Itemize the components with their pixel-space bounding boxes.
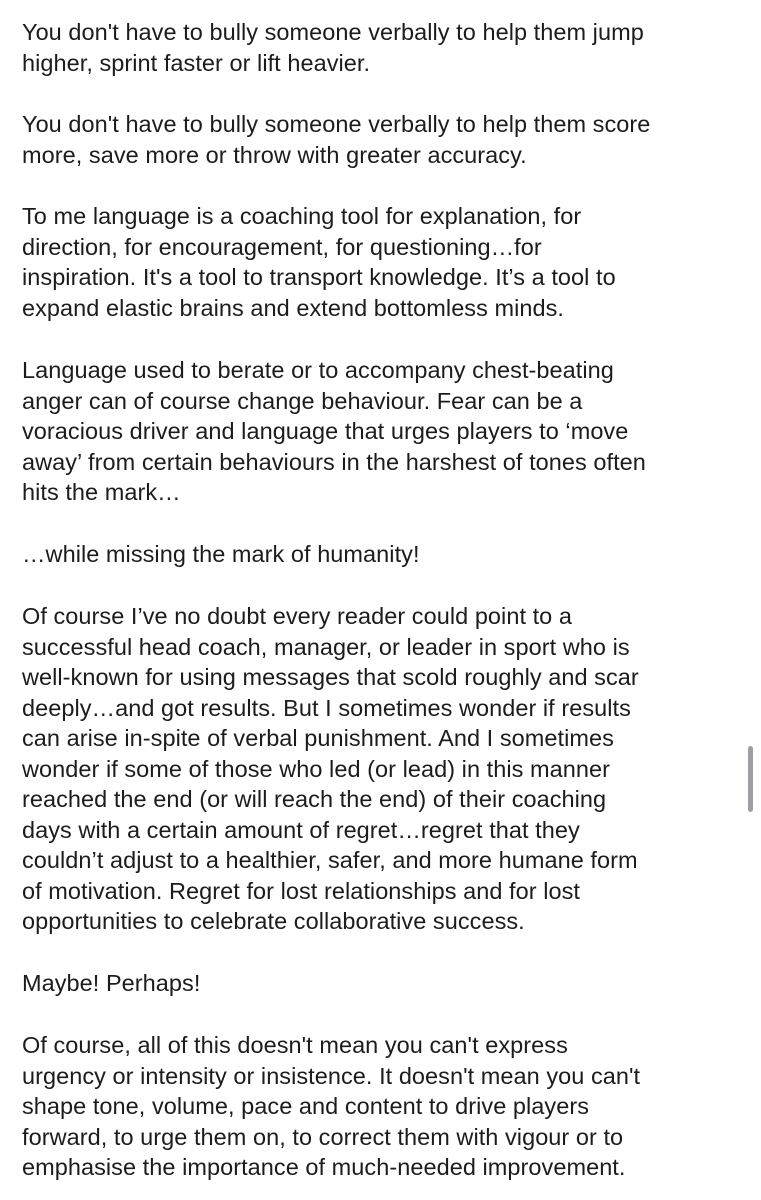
text-line: wonder if some of those who led (or lead) in this manner xyxy=(22,755,610,782)
paragraph-4 xyxy=(22,355,742,508)
text-line: shape tone, volume, pace and content to drive players xyxy=(22,1093,590,1119)
text-line: direction, for encouragement, for questioning…for xyxy=(22,233,542,260)
text-line: reached the end (or will reach the end) of their coaching xyxy=(22,786,607,812)
scroll-indicator[interactable] xyxy=(748,746,753,812)
text-line: …while missing the mark of humanity! xyxy=(22,541,420,567)
text-line: To me language is a coaching tool for explanation, for xyxy=(22,203,582,229)
text-line: opportunities to celebrate collaborative success. xyxy=(22,908,525,934)
text-line: You don't have to bully someone verbally to help them score xyxy=(22,111,651,137)
paragraph-6 xyxy=(22,601,742,937)
text-line: hits the mark… xyxy=(22,479,181,505)
text-line: can arise in-spite of verbal punishment. And I sometimes xyxy=(22,725,614,751)
paragraph-3 xyxy=(22,201,742,323)
text-line: successful head coach, manager, or leader in sport who is xyxy=(22,633,630,660)
text-line: emphasise the importance of much-needed improvement. xyxy=(22,1154,626,1180)
text-line: forward, to urge them on, to correct them with vigour or to xyxy=(22,1123,624,1150)
text-line: Language used to berate or to accompany chest-beating xyxy=(22,357,614,383)
text-line: You don't have to bully someone verbally to help them jump xyxy=(22,19,644,45)
text-line: Maybe! Perhaps! xyxy=(22,970,201,996)
text-line: couldn’t adjust to a healthier, safer, and more humane form xyxy=(22,847,638,873)
text-line: urgency or intensity or insistence. It doesn't mean you can't xyxy=(22,1062,641,1089)
text-line: voracious driver and language that urges players to ‘move xyxy=(22,418,629,444)
text-line: of motivation. Regret for lost relationships and for lost xyxy=(22,877,580,904)
text-line: anger can of course change behaviour. Fear can be a xyxy=(22,387,583,414)
text-line: days with a certain amount of regret…regret that they xyxy=(22,816,580,843)
text-line: deeply…and got results. But I sometimes wonder if results xyxy=(22,694,631,721)
text-line: well-known for using messages that scold roughly and scar xyxy=(22,664,639,690)
text-line: Of course I’ve no doubt every reader could point to a xyxy=(22,603,572,629)
text-line: expand elastic brains and extend bottomless minds. xyxy=(22,294,565,321)
paragraph-8 xyxy=(22,1030,742,1183)
text-line: higher, sprint faster or lift heavier. xyxy=(22,49,371,76)
paragraph-2 xyxy=(22,109,742,170)
paragraph-1 xyxy=(22,17,742,78)
text-line: more, save more or throw with greater accuracy. xyxy=(22,141,527,168)
text-line: away’ from certain behaviours in the harshest of tones often xyxy=(22,448,646,475)
text-line: inspiration. It's a tool to transport knowledge. It’s a tool to xyxy=(22,264,616,290)
paragraph-7 xyxy=(22,968,742,999)
paragraph-5 xyxy=(22,539,742,570)
text-line: Of course, all of this doesn't mean you can't express xyxy=(22,1032,568,1058)
